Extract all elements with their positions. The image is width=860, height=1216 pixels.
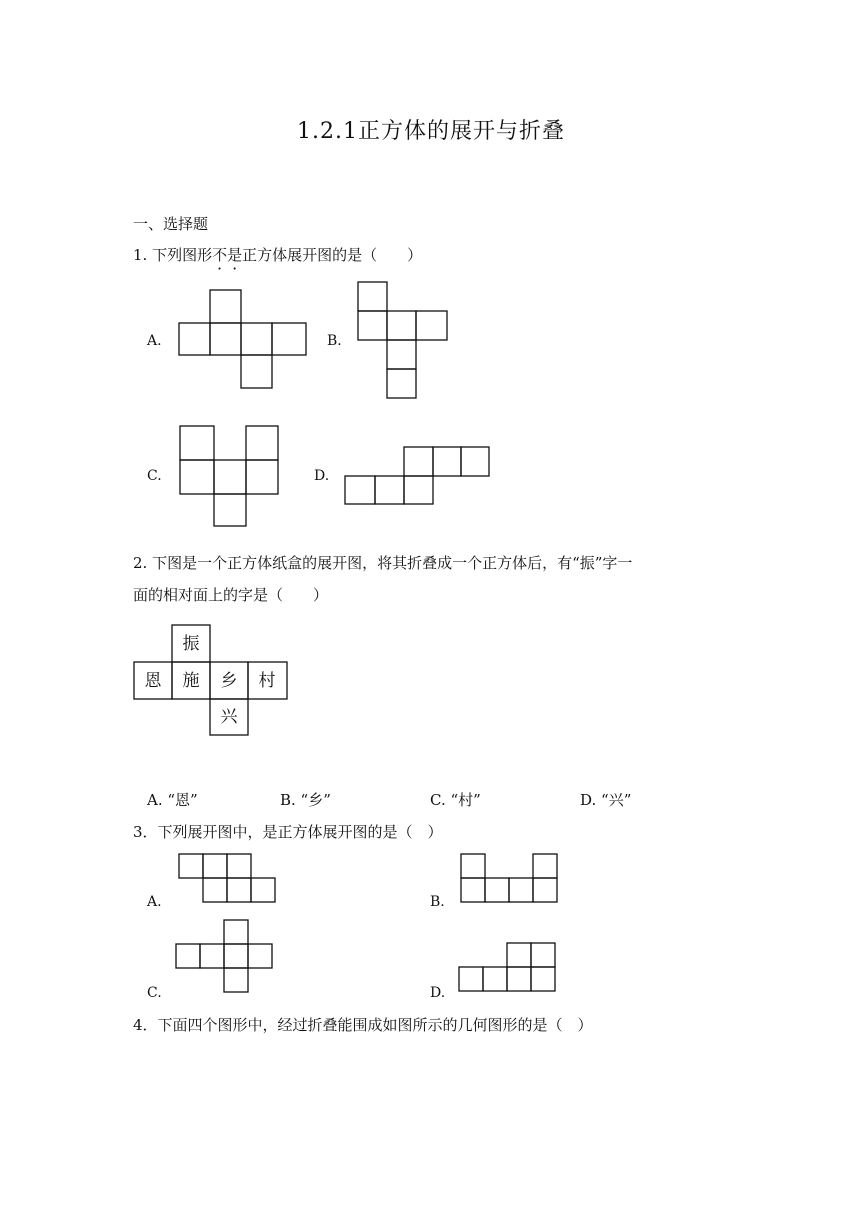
q1-option-c-label: C. (147, 468, 162, 484)
q2-stem-line-1: 2. 下图是一个正方体纸盒的展开图，将其折叠成一个正方体后，有“振”字一 (133, 554, 633, 572)
q3-stem: 3．下列展开图中，是正方体展开图的是（ ） (133, 823, 443, 841)
q2-face-xiang: 乡 (220, 671, 238, 691)
q1-stem-emph-1: 不 (212, 246, 228, 264)
q3-net-a (178, 853, 278, 903)
q3-option-c-label: C. (147, 985, 162, 1001)
q1-option-a-label: A. (147, 333, 162, 349)
q3-option-a-label: A. (147, 894, 162, 910)
q3-option-d-label: D. (430, 985, 446, 1001)
q1-stem (133, 244, 422, 265)
q3-net-c (175, 919, 275, 995)
q1-stem-pre: 1. 下列图形 (133, 246, 213, 264)
q2-stem-line-2: 面的相对面上的字是（ ） (133, 586, 329, 604)
q2-face-cun: 村 (258, 671, 276, 691)
q1-option-b-label: B. (327, 333, 342, 349)
q1-net-d (344, 446, 491, 506)
q2-option-c: C. “村” (430, 791, 481, 809)
q1-option-d-label: D. (314, 468, 330, 484)
q2-face-en: 恩 (144, 671, 162, 691)
q1-net-b (357, 281, 449, 401)
q2-net (133, 624, 289, 738)
q2-option-a: A. “恩” (147, 791, 198, 809)
q1-stem-emph-2: 是 (227, 246, 243, 264)
q4-stem: 4．下面四个图形中，经过折叠能围成如图所示的几何图形的是（ ） (133, 1016, 593, 1034)
q2-option-b: B. “乡” (280, 791, 331, 809)
q1-net-a (178, 289, 308, 391)
q2-face-zhen: 振 (182, 634, 200, 654)
q3-option-b-label: B. (430, 894, 445, 910)
q1-net-c (179, 425, 281, 529)
page-title: 1.2.1正方体的展开与折叠 (297, 119, 565, 144)
q3-net-b (460, 853, 560, 903)
q3-net-d (458, 942, 558, 994)
section-heading: 一、选择题 (133, 215, 209, 233)
q2-option-d: D. “兴” (580, 791, 632, 809)
q2-face-xing: 兴 (220, 707, 238, 727)
q1-stem-post: 正方体展开图的是（ ） (242, 246, 423, 264)
q2-face-shi: 施 (182, 671, 200, 691)
